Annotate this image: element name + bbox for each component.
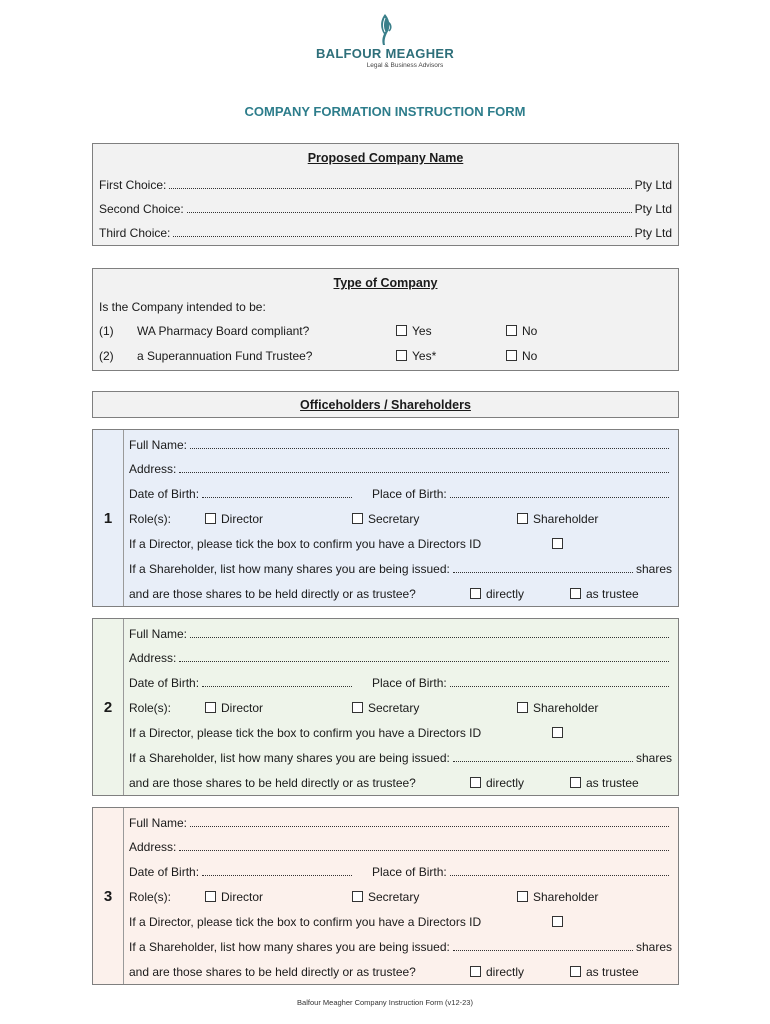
- checkbox-icon[interactable]: [552, 916, 563, 927]
- checkbox-icon[interactable]: [517, 702, 528, 713]
- held-directly-option[interactable]: [470, 776, 524, 790]
- proposed-name-section: [92, 143, 679, 246]
- held-directly-label: directly: [486, 965, 525, 979]
- address-row: [129, 840, 672, 854]
- role-director-label: Director: [221, 890, 264, 904]
- held-trustee-option[interactable]: [570, 965, 639, 979]
- dob-field[interactable]: [202, 496, 352, 498]
- roles-label: Role(s):: [129, 512, 172, 526]
- held-directly-option[interactable]: [470, 587, 524, 601]
- second-choice-field[interactable]: [187, 211, 632, 213]
- footer-text: Balfour Meagher Company Instruction Form (v12-23): [297, 998, 473, 1007]
- full-name-label: Full Name:: [129, 816, 188, 830]
- held-directly-option[interactable]: [470, 965, 524, 979]
- pob-field[interactable]: [450, 874, 669, 876]
- role-shareholder-option[interactable]: [517, 701, 598, 715]
- roles-label: Role(s):: [129, 890, 172, 904]
- shares-count-field[interactable]: [453, 571, 633, 573]
- first-choice-field[interactable]: [169, 187, 631, 189]
- checkbox-icon[interactable]: [570, 777, 581, 788]
- checkbox-icon[interactable]: [552, 727, 563, 738]
- officeholder-number: [93, 430, 124, 606]
- checkbox-icon[interactable]: [552, 538, 563, 549]
- checkbox-icon[interactable]: [352, 513, 363, 524]
- shares-suffix: shares: [635, 940, 672, 954]
- q2-yes-option[interactable]: [396, 349, 436, 363]
- shares-issued-label: If a Shareholder, list how many shares you are being issued:: [129, 940, 450, 954]
- checkbox-icon[interactable]: [506, 350, 517, 361]
- pob-row: [372, 676, 672, 690]
- q1-yes-option[interactable]: [396, 324, 432, 338]
- full-name-field[interactable]: [190, 636, 669, 638]
- address-label: Address:: [129, 840, 177, 854]
- pob-label: Place of Birth:: [372, 865, 447, 879]
- checkbox-icon[interactable]: [352, 891, 363, 902]
- checkbox-icon[interactable]: [570, 966, 581, 977]
- officeholder-number-text: 2: [103, 698, 113, 716]
- held-trustee-label: as trustee: [586, 587, 639, 601]
- held-question: and are those shares to be held directly or as trustee?: [129, 965, 416, 979]
- address-field[interactable]: [179, 849, 669, 851]
- company-type-intro: Is the Company intended to be:: [99, 300, 266, 314]
- address-label: Address:: [129, 462, 177, 476]
- director-id-checkbox[interactable]: [552, 726, 568, 740]
- q1-no-label: No: [522, 324, 538, 338]
- dob-label: Date of Birth:: [129, 676, 200, 690]
- q1-yes-label: Yes: [412, 324, 432, 338]
- held-trustee-label: as trustee: [586, 965, 639, 979]
- role-secretary-label: Secretary: [368, 512, 420, 526]
- dob-label: Date of Birth:: [129, 487, 200, 501]
- first-choice-row: [99, 178, 672, 192]
- address-field[interactable]: [179, 471, 669, 473]
- q2-text: a Superannuation Fund Trustee?: [137, 349, 313, 363]
- role-shareholder-label: Shareholder: [533, 701, 599, 715]
- director-id-checkbox[interactable]: [552, 915, 568, 929]
- proposed-name-heading: Proposed Company Name: [307, 151, 464, 165]
- q2-number: (2): [99, 349, 114, 363]
- officeholder-block-2: [92, 618, 679, 796]
- shares-suffix: shares: [635, 562, 672, 576]
- role-shareholder-label: Shareholder: [533, 512, 599, 526]
- address-label: Address:: [129, 651, 177, 665]
- role-director-option[interactable]: [205, 890, 263, 904]
- shares-count-field[interactable]: [453, 760, 633, 762]
- shares-row: [129, 562, 672, 576]
- shares-issued-label: If a Shareholder, list how many shares you are being issued:: [129, 751, 450, 765]
- roles-label: Role(s):: [129, 701, 172, 715]
- director-id-text: If a Director, please tick the box to confirm you have a Directors ID: [129, 726, 482, 740]
- officeholder-number-text: 1: [103, 509, 113, 527]
- leaf-logo-icon: [374, 12, 396, 46]
- brand-logo: [0, 12, 770, 69]
- checkbox-icon[interactable]: [517, 513, 528, 524]
- officeholder-block-3: [92, 807, 679, 985]
- address-row: [129, 462, 672, 476]
- officeholders-heading: Officeholders / Shareholders: [300, 398, 471, 412]
- held-directly-label: directly: [486, 776, 525, 790]
- checkbox-icon[interactable]: [506, 325, 517, 336]
- shares-suffix: shares: [635, 751, 672, 765]
- director-id-text: If a Director, please tick the box to confirm you have a Directors ID: [129, 915, 482, 929]
- third-choice-field[interactable]: [173, 235, 631, 237]
- checkbox-icon[interactable]: [517, 891, 528, 902]
- first-choice-label: First Choice:: [99, 178, 167, 192]
- checkbox-icon[interactable]: [205, 891, 216, 902]
- dob-field[interactable]: [202, 685, 352, 687]
- pob-row: [372, 865, 672, 879]
- q2-no-option[interactable]: [506, 349, 537, 363]
- brand-tagline: Legal & Business Advisors: [366, 62, 444, 69]
- pob-field[interactable]: [450, 496, 669, 498]
- shares-row: [129, 940, 672, 954]
- brand-name: BALFOUR MEAGHER: [315, 46, 455, 61]
- second-choice-label: Second Choice:: [99, 202, 184, 216]
- role-secretary-option[interactable]: [352, 890, 419, 904]
- officeholders-heading-box: [92, 391, 679, 418]
- held-trustee-option[interactable]: [570, 587, 639, 601]
- officeholder-number-text: 3: [103, 887, 113, 905]
- dob-field[interactable]: [202, 874, 352, 876]
- address-row: [129, 651, 672, 665]
- role-secretary-option[interactable]: [352, 512, 419, 526]
- checkbox-icon[interactable]: [470, 777, 481, 788]
- address-field[interactable]: [179, 660, 669, 662]
- checkbox-icon[interactable]: [570, 588, 581, 599]
- full-name-label: Full Name:: [129, 438, 188, 452]
- role-director-option[interactable]: [205, 701, 263, 715]
- role-director-option[interactable]: [205, 512, 263, 526]
- role-shareholder-label: Shareholder: [533, 890, 599, 904]
- held-directly-label: directly: [486, 587, 525, 601]
- third-choice-row: [99, 226, 672, 240]
- officeholder-number: [93, 808, 124, 984]
- full-name-field[interactable]: [190, 447, 669, 449]
- held-trustee-label: as trustee: [586, 776, 639, 790]
- first-choice-suffix: Pty Ltd: [634, 178, 672, 192]
- role-shareholder-option[interactable]: [517, 890, 598, 904]
- checkbox-icon[interactable]: [352, 702, 363, 713]
- q1-number: (1): [99, 324, 114, 338]
- shares-count-field[interactable]: [453, 949, 633, 951]
- checkbox-icon[interactable]: [205, 513, 216, 524]
- company-type-section: [92, 268, 679, 371]
- director-id-text: If a Director, please tick the box to confirm you have a Directors ID: [129, 537, 482, 551]
- checkbox-icon[interactable]: [470, 588, 481, 599]
- held-question: and are those shares to be held directly or as trustee?: [129, 587, 416, 601]
- role-secretary-label: Secretary: [368, 701, 420, 715]
- pob-field[interactable]: [450, 685, 669, 687]
- dob-label: Date of Birth:: [129, 865, 200, 879]
- pob-label: Place of Birth:: [372, 487, 447, 501]
- full-name-row: [129, 627, 672, 641]
- officeholder-number: [93, 619, 124, 795]
- dob-row: [129, 865, 355, 879]
- checkbox-icon[interactable]: [396, 350, 407, 361]
- checkbox-icon[interactable]: [396, 325, 407, 336]
- pob-label: Place of Birth:: [372, 676, 447, 690]
- q1-text: WA Pharmacy Board compliant?: [137, 324, 310, 338]
- role-shareholder-option[interactable]: [517, 512, 598, 526]
- form-title: COMPANY FORMATION INSTRUCTION FORM: [244, 104, 526, 119]
- company-type-heading: Type of Company: [333, 276, 438, 290]
- role-secretary-option[interactable]: [352, 701, 419, 715]
- dob-row: [129, 676, 355, 690]
- shares-issued-label: If a Shareholder, list how many shares you are being issued:: [129, 562, 450, 576]
- director-id-checkbox[interactable]: [552, 537, 568, 551]
- full-name-field[interactable]: [190, 825, 669, 827]
- full-name-row: [129, 816, 672, 830]
- full-name-row: [129, 438, 672, 452]
- checkbox-icon[interactable]: [470, 966, 481, 977]
- role-secretary-label: Secretary: [368, 890, 420, 904]
- held-question: and are those shares to be held directly or as trustee?: [129, 776, 416, 790]
- role-director-label: Director: [221, 512, 264, 526]
- officeholder-block-1: [92, 429, 679, 607]
- second-choice-row: [99, 202, 672, 216]
- q2-no-label: No: [522, 349, 538, 363]
- full-name-label: Full Name:: [129, 627, 188, 641]
- checkbox-icon[interactable]: [205, 702, 216, 713]
- pob-row: [372, 487, 672, 501]
- q1-no-option[interactable]: [506, 324, 537, 338]
- second-choice-suffix: Pty Ltd: [634, 202, 672, 216]
- third-choice-label: Third Choice:: [99, 226, 171, 240]
- third-choice-suffix: Pty Ltd: [634, 226, 672, 240]
- q2-yes-label: Yes*: [412, 349, 437, 363]
- dob-row: [129, 487, 355, 501]
- shares-row: [129, 751, 672, 765]
- role-director-label: Director: [221, 701, 264, 715]
- held-trustee-option[interactable]: [570, 776, 639, 790]
